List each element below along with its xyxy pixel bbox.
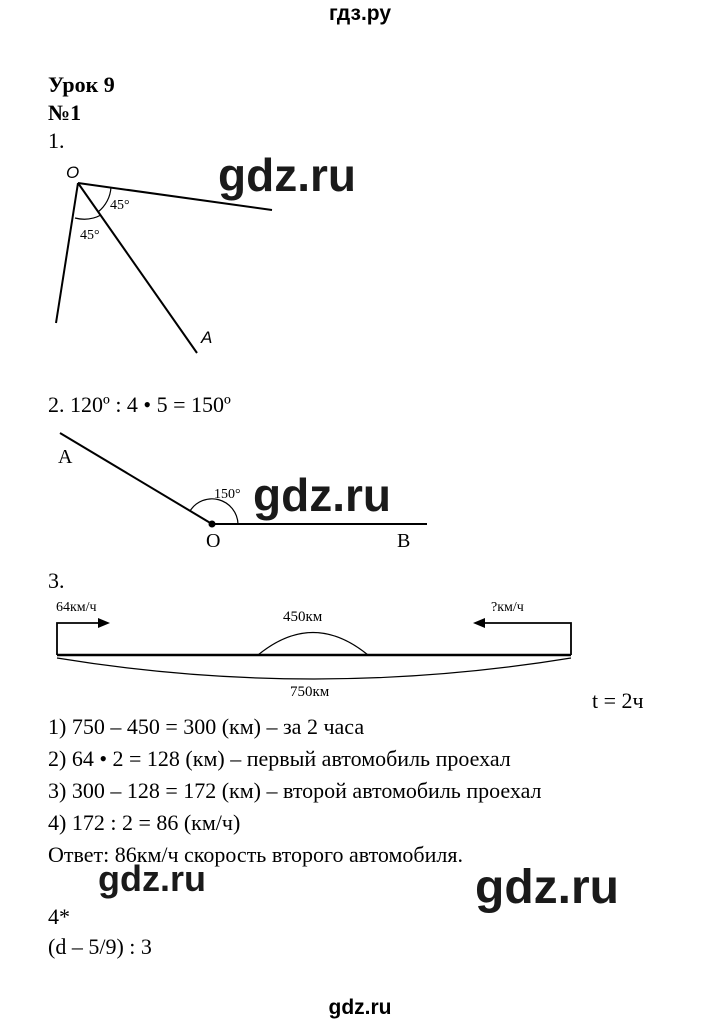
part3-speed-right: ?км/ч bbox=[491, 600, 524, 615]
part1-point-o: O bbox=[66, 163, 80, 182]
site-header: гдз.ру bbox=[328, 2, 392, 25]
part3-total-label: 750км bbox=[290, 684, 330, 700]
part3-gap-label: 450км bbox=[283, 609, 323, 625]
part2-point-o: O bbox=[206, 530, 221, 552]
site-footer: gdz.ru bbox=[328, 996, 392, 1019]
part3-step-2: 2) 64 • 2 = 128 (км) – первый автомобиль проехал bbox=[48, 746, 511, 771]
part2-point-a: A bbox=[58, 446, 73, 468]
part3-answer: Ответ: 86км/ч скорость второго автомобиля. bbox=[48, 842, 463, 867]
part3-arrow-right bbox=[98, 618, 110, 628]
part3-speed-left: 64км/ч bbox=[56, 600, 97, 615]
watermark: gdz.ru bbox=[98, 858, 206, 899]
part1-point-a: A bbox=[201, 328, 213, 347]
part1-label: 1. bbox=[48, 128, 65, 153]
part4-label: 4* bbox=[48, 904, 70, 929]
part2-angle-label: 150° bbox=[214, 487, 241, 502]
part2-formula: 2. 120º : 4 • 5 = 150º bbox=[48, 392, 231, 417]
part3-time: t = 2ч bbox=[592, 688, 644, 713]
part4-expression: (d – 5/9) : 3 bbox=[48, 934, 152, 959]
part3-step-3: 3) 300 – 128 = 172 (км) – второй автомобиль проехал bbox=[48, 778, 542, 803]
watermark: gdz.ru bbox=[253, 469, 391, 521]
part3-total-arc bbox=[57, 658, 571, 679]
part3-step-1: 1) 750 – 450 = 300 (км) – за 2 часа bbox=[48, 714, 365, 739]
part1-angle-label-2: 45° bbox=[80, 228, 100, 243]
watermark: gdz.ru bbox=[475, 861, 619, 914]
part3-arrow-left bbox=[473, 618, 485, 628]
part3-right-bracket bbox=[480, 623, 571, 655]
part2-point-b: B bbox=[397, 530, 411, 552]
part3-gap-arc bbox=[258, 633, 368, 656]
watermark: gdz.ru bbox=[218, 149, 356, 201]
part3-step-4: 4) 172 : 2 = 86 (км/ч) bbox=[48, 810, 241, 835]
task-number: №1 bbox=[48, 100, 82, 125]
lesson-title: Урок 9 bbox=[48, 72, 115, 97]
part1-angle-label-1: 45° bbox=[110, 198, 130, 213]
part3-label: 3. bbox=[48, 568, 65, 593]
part3-left-bracket bbox=[57, 623, 100, 655]
